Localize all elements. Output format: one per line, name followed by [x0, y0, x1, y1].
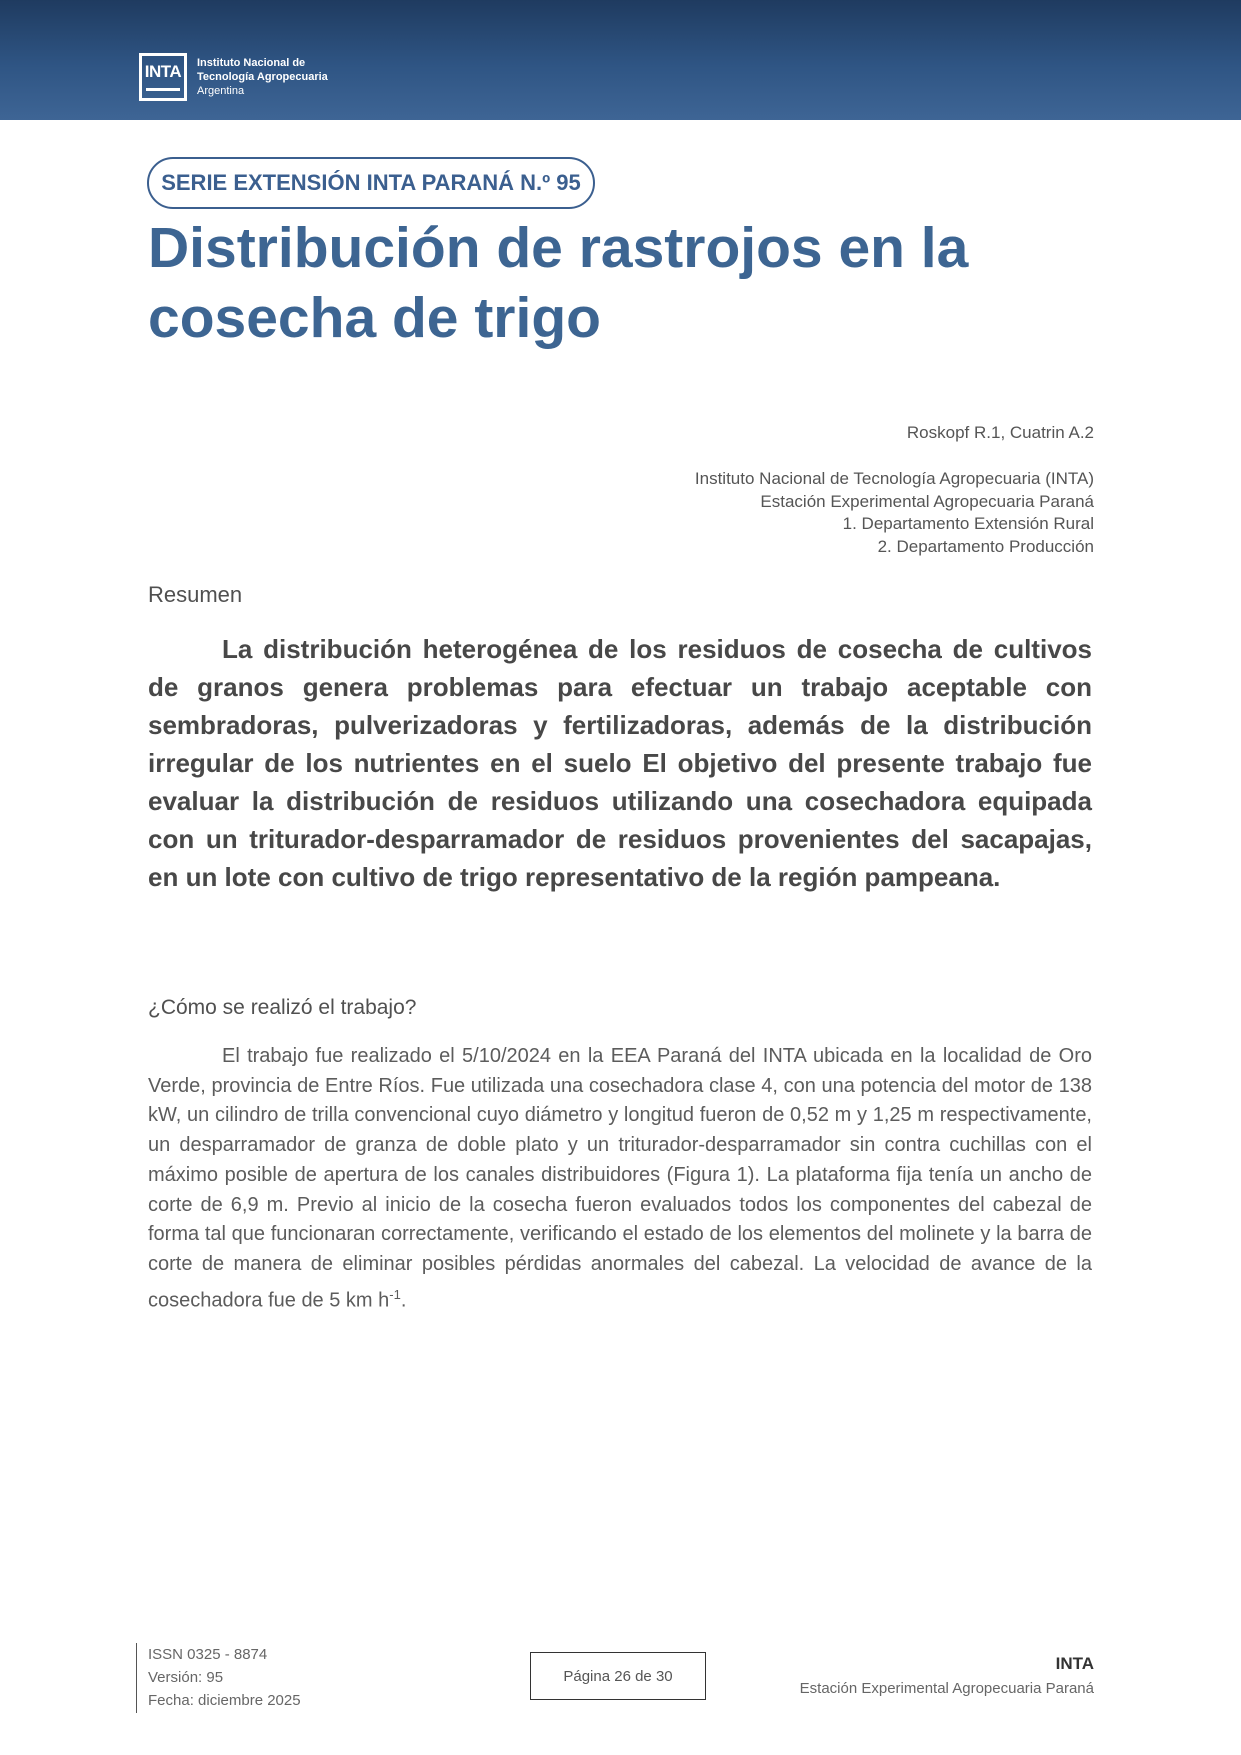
body-text: El trabajo fue realizado el 5/10/2024 en la EEA Paraná del INTA ubicada en la localidad de Oro Verde, provincia de Entre Ríos. Fue utilizada una cosechadora clase 4, con una potencia del motor de 138 kW, un cilindro de trilla convencional cuyo diámetro y longitud fueron de 0,52 m y 1,25 m respectivamente, un desparramador de granza de doble plato y un triturador-desparramador sin contra cuchillas con el máximo posible de apertura de los canales distribuidores (Figura 1). La plataforma fija tenía un ancho de corte de 6,9 m. Previo al inicio de la cosecha fueron evaluados todos los componentes del cabezal de forma tal que funcionaran correctamente, verificando el estado de los elementos del molinete y la barra de corte de manera de eliminar posibles pérdidas anormales del cabezal. La velocidad de avance de la cosechadora fue de 5 km h — [148, 1045, 1092, 1312]
affiliation-line: Instituto Nacional de Tecnología Agropecuaria (INTA) — [694, 469, 1094, 488]
version: Versión: 95 — [148, 1669, 224, 1686]
publication-date: Fecha: diciembre 2025 — [148, 1692, 301, 1709]
abstract-paragraph: La distribución heterogénea de los residuos de cosecha de cultivos de granos genera problemas para efectuar un trabajo aceptable con sembradoras, pulverizadoras y fertilizadoras, además de la distribución irregular de los nutrientes en el suelo El objetivo del presente trabajo fue evaluar la distribución de residuos utilizando una cosechadora equipada con un triturador-desparramador de residuos provenientes del sacapajas, en un lote con cultivo de trigo representativo de la región pampeana. — [148, 634, 1092, 892]
logo-line-3: Argentina — [197, 85, 245, 97]
body-paragraph — [148, 1042, 1092, 1316]
footer-publication-info — [136, 1643, 301, 1713]
resumen-heading: Resumen — [148, 582, 243, 607]
footer-org-name: INTA — [1055, 1654, 1094, 1673]
series-badge: SERIE EXTENSIÓN INTA PARANÁ N.º 95 — [147, 157, 595, 209]
authors: Roskopf R.1, Cuatrin A.2 — [906, 423, 1094, 442]
document-title: Distribución de rastrojos en la cosecha de trigo — [148, 216, 969, 350]
unit-superscript: -1 — [389, 1286, 401, 1302]
affiliation-line: Estación Experimental Agropecuaria Paraná — [760, 491, 1094, 511]
logo-line-2: Tecnología Agropecuaria — [197, 71, 328, 83]
inta-logo-mark: INTA — [139, 53, 187, 101]
header-banner — [0, 0, 1241, 120]
page-number: Página 26 de 30 — [530, 1652, 706, 1700]
inta-logo — [139, 53, 328, 101]
affiliations — [695, 468, 1094, 558]
affiliation-line: 1. Departamento Extensión Rural — [842, 514, 1094, 533]
footer-station-name: Estación Experimental Agropecuaria Paraná — [799, 1680, 1094, 1697]
section-heading: ¿Cómo se realizó el trabajo? — [148, 996, 417, 1019]
footer-organization — [800, 1654, 1094, 1697]
issn: ISSN 0325 - 8874 — [148, 1646, 268, 1663]
affiliation-line: 2. Departamento Producción — [877, 536, 1094, 556]
body-text-end: . — [400, 1289, 407, 1312]
logo-line-1: Instituto Nacional de — [197, 57, 306, 69]
inta-logo-text — [197, 56, 328, 98]
